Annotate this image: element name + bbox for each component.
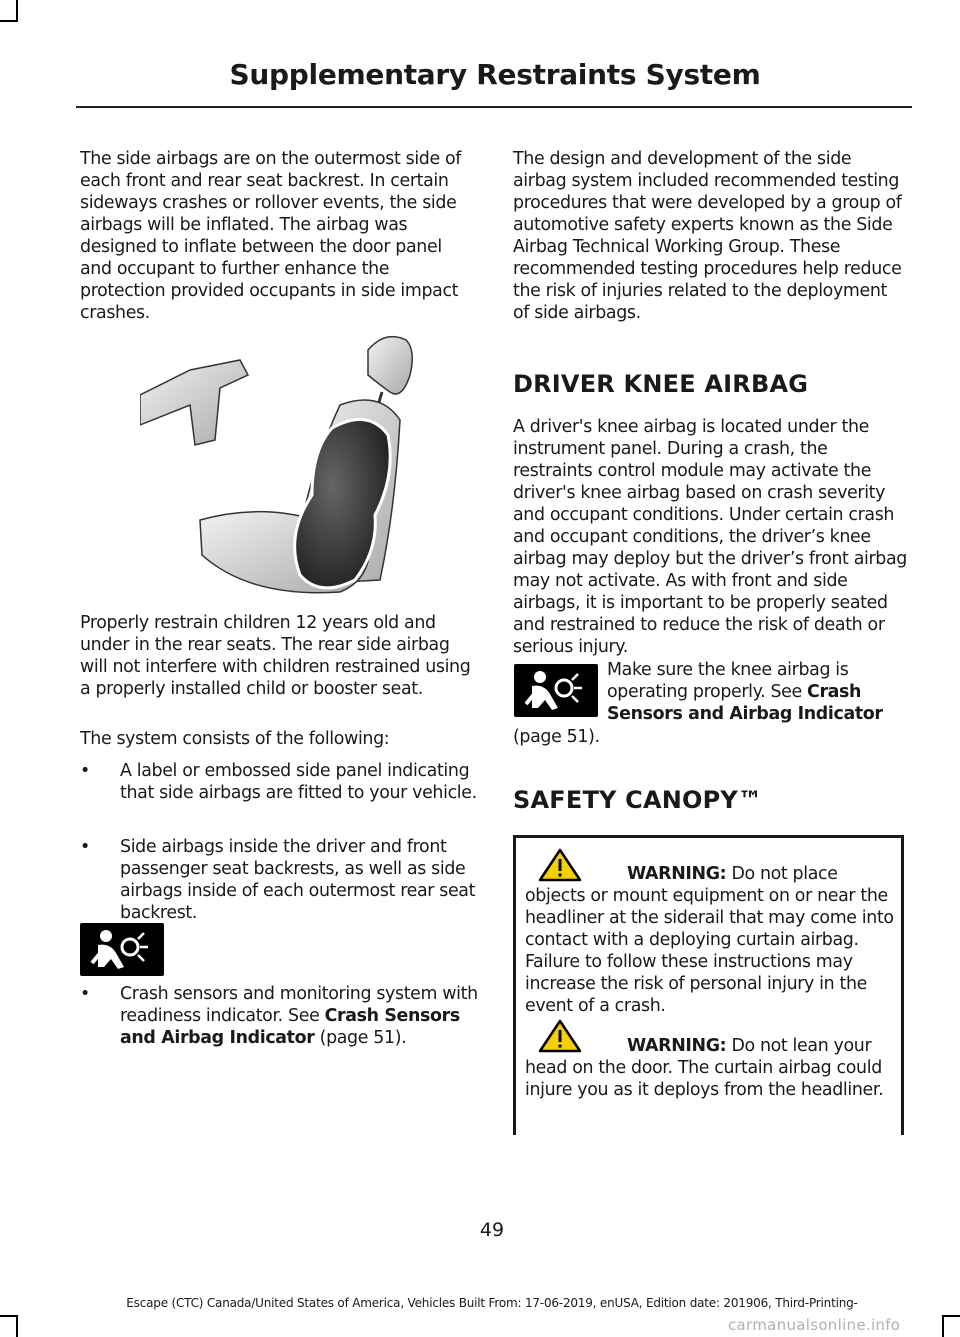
system-intro: The system consists of the following: [80, 729, 390, 749]
warning-box [513, 835, 904, 1135]
page-ref: (page 51). [513, 727, 600, 747]
warning-body: Do not lean your head on the door. The curtain airbag could injure you as it deploys from the headliner. [525, 1036, 884, 1100]
list-item [80, 760, 480, 826]
seat-airbag-illustration [140, 330, 440, 600]
crash-sensors-link[interactable]: Crash Sensors and Airbag Indicator [120, 1006, 460, 1048]
warning-text [525, 1035, 900, 1101]
warning-label: WARNING: [627, 864, 727, 884]
crop-mark [0, 20, 18, 22]
page-ref: (page 51). [314, 1028, 407, 1048]
list-item [80, 983, 480, 1049]
bullet-text: Crash sensors and monitoring system with readiness indicator. See [120, 984, 478, 1026]
crop-mark [0, 1315, 18, 1317]
airbag-warning-icon [80, 923, 164, 976]
warning-body: Do not place objects or mount equipment on or near the headliner at the siderail that may come into contact with a deploying curtain airbag. Failure to follow these instructions may increase the risk of personal injury in the event of a crash. [525, 864, 894, 1016]
airbag-warning-icon [514, 664, 598, 717]
page-number: 49 [479, 1219, 505, 1241]
watermark: carmanualsonline.info [728, 1316, 901, 1334]
bullet-mark: • [80, 837, 90, 857]
warning-text [525, 863, 900, 1017]
knee-airbag-paragraph: A driver's knee airbag is located under the instrument panel. During a crash, the restraints control module may activate the driver's knee airbag based on crash severity and occupant conditions. Under certain crash and occupant conditions, the driver’s knee airbag may deploy but the driver’s front airbag may not activate. As with front and side airbags, it is important to be properly seated and restrained to reduce the risk of death or serious injury. [513, 417, 907, 657]
list-item [80, 836, 480, 924]
crop-mark [16, 0, 18, 20]
bullet-mark: • [80, 761, 90, 781]
warning-label: WARNING: [627, 1036, 727, 1056]
section-heading-safety-canopy: SAFETY CANOPY™ [513, 786, 763, 814]
crop-mark [16, 1317, 18, 1337]
list-item-text: Side airbags inside the driver and front passenger seat backrests, as well as side airbags inside of each outermost rear seat backrest. [120, 837, 476, 923]
design-paragraph: The design and development of the side airbag system included recommended testing procedures that were developed by a group of automotive safety experts known as the Side Airbag Technical Working Group. These recommended testing procedures help reduce the risk of injuries related to the deployment of side airbags. [513, 149, 902, 323]
page-title: Supplementary Restraints System [229, 58, 761, 91]
children-paragraph: Properly restrain children 12 years old and under in the rear seats. The rear side airbag will not interfere with children restrained using a properly installed child or booster seat. [80, 613, 471, 699]
list-item-text: A label or embossed side panel indicating that side airbags are fitted to your vehicle. [120, 761, 477, 803]
side-airbag-paragraph: The side airbags are on the outermost side of each front and rear seat backrest. In certain sideways crashes or rollover events, the side airbags will be inflated. The airbag was designed to inflate between the door panel and occupant to further enhance the protection provided occupants in side impact crashes. [80, 149, 462, 323]
crash-sensors-link[interactable]: Crash Sensors and Airbag Indicator [607, 682, 883, 724]
knee-airbag-note [607, 659, 907, 725]
note-text: Make sure the knee airbag is operating properly. See [607, 660, 849, 702]
bullet-mark: • [80, 984, 90, 1004]
section-heading-knee-airbag: DRIVER KNEE AIRBAG [513, 370, 809, 398]
footer-text: Escape (CTC) Canada/United States of America, Vehicles Built From: 17-06-2019, enUSA, Edition date: 201906, Third-Printing- [126, 1296, 858, 1310]
header-rule [76, 106, 912, 108]
list-item-text [120, 983, 480, 1049]
crop-mark [942, 1315, 960, 1317]
crop-mark [942, 1317, 944, 1337]
